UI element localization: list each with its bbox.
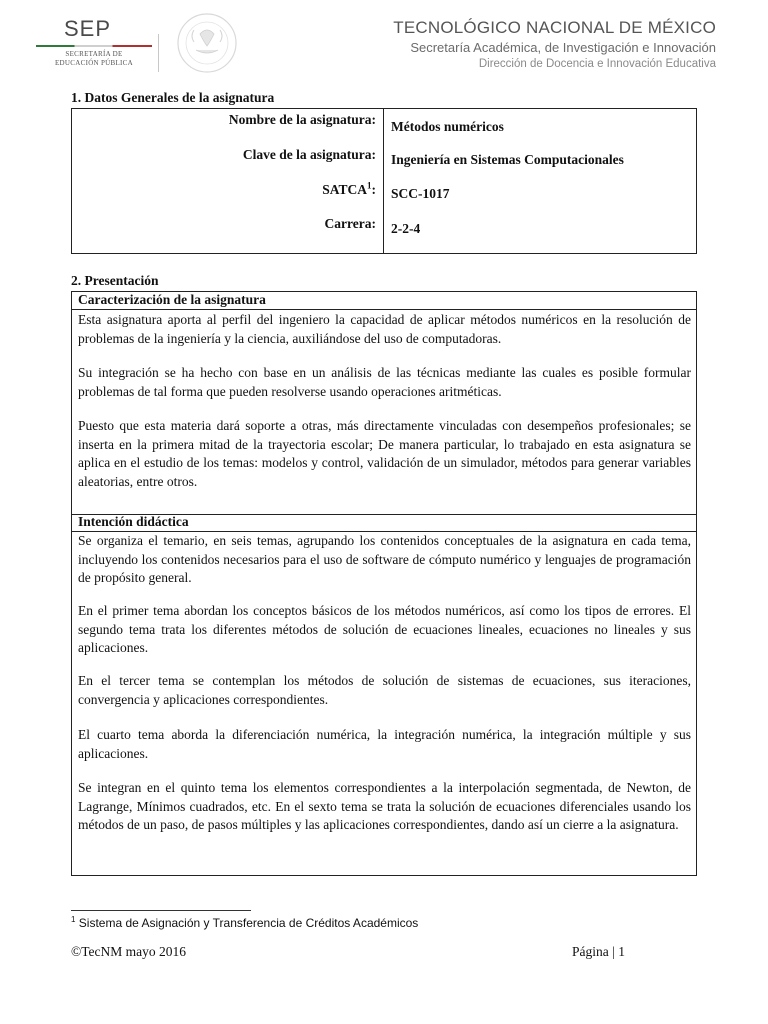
- footnote-text: Sistema de Asignación y Transferencia de Créditos Académicos: [75, 916, 419, 930]
- satca-colon: :: [371, 182, 376, 197]
- sep-sub-line1: SECRETARÍA DE: [65, 50, 123, 58]
- didactic-intention-heading: Intención didáctica: [78, 514, 189, 529]
- value-career: 2-2-4: [391, 221, 421, 236]
- row-divider: [72, 309, 696, 310]
- footer-copyright: ©TecNM mayo 2016: [71, 944, 187, 959]
- header-institution: [393, 18, 716, 71]
- header-divider: [158, 34, 159, 72]
- intention-paragraph: El cuarto tema aborda la diferenciación numérica, la integración numérica, la integración múltiple y sus aplicaciones.: [78, 727, 691, 761]
- satca-footnote-ref: 1: [367, 180, 372, 191]
- national-seal-icon: [170, 12, 244, 74]
- section1-title: 1. Datos Generales de la asignatura: [71, 90, 275, 105]
- section2-title: 2. Presentación: [71, 273, 159, 288]
- label-satca: [322, 182, 376, 198]
- intention-paragraph: Se organiza el temario, en seis temas, agrupando los contenidos conceptuales de la asignatura en cada tema, incluyendo los contenidos necesarios para el uso de software de cómputo numérico y lenguajes de programación de propósito general.: [78, 533, 691, 585]
- institution-name: TECNOLÓGICO NACIONAL DE MÉXICO: [393, 18, 716, 37]
- label-career: Carrera:: [324, 216, 376, 231]
- page-header: [0, 0, 768, 86]
- sep-logo: [34, 18, 154, 68]
- intention-paragraph: En el primer tema abordan los conceptos básicos de los métodos numéricos, así como los tipos de errores. El segundo tema trata los diferentes métodos de solución de ecuaciones lineales, ecuaciones no lineales y sus aplicaciones.: [78, 603, 691, 655]
- footer-page-number: Página | 1: [572, 944, 625, 959]
- footnote: [71, 916, 418, 930]
- sep-logo-subtitle: [34, 50, 154, 68]
- intention-paragraph: Se integran en el quinto tema los elementos correspondientes a la interpolación segmentada, de Newton, de Lagrange, Mínimos cuadrados, etc. En el sexto tema se trata la solución de ecuaciones diferenciales usando los métodos de un paso, de pasos múltiples y las aplicaciones correspondientes, dando así un cierre a la asignatura.: [78, 780, 691, 832]
- characterization-paragraph: Esta asignatura aporta al perfil del ingeniero la capacidad de aplicar métodos numéricos en la resolución de problemas de la ingeniería y la ciencia, auxiliándose del uso de computadoras.: [78, 312, 691, 346]
- label-course-name: Nombre de la asignatura:: [228, 112, 376, 127]
- label-course-key: Clave de la asignatura:: [242, 147, 376, 162]
- sep-logo-bar: [36, 45, 152, 47]
- secretariat-name: Secretaría Académica, de Investigación e Innovación: [410, 40, 716, 55]
- intention-paragraph: En el tercer tema se contemplan los métodos de solución de sistemas de ecuaciones, sus iteraciones, convergencia y aplicaciones correspondientes.: [78, 673, 691, 707]
- characterization-paragraph: Su integración se ha hecho con base en un análisis de las técnicas mediante las cuales es posible formular problemas de tal forma que pueden resolverse usando operaciones aritméticas.: [78, 365, 691, 399]
- sep-logo-text: SEP: [64, 16, 112, 41]
- footnote-marker: 1: [71, 915, 76, 924]
- presentation-table: [71, 291, 697, 876]
- characterization-heading: Caracterización de la asignatura: [78, 292, 266, 307]
- satca-text: SATCA: [322, 182, 367, 197]
- value-satca: SCC-1017: [391, 186, 450, 201]
- value-course-key: Ingeniería en Sistemas Computacionales: [391, 152, 624, 167]
- general-data-table: [71, 108, 697, 254]
- table-divider: [383, 109, 384, 253]
- sep-sub-line2: EDUCACIÓN PÚBLICA: [54, 59, 134, 67]
- characterization-paragraph: Puesto que esta materia dará soporte a otras, más directamente vinculadas con desempeños profesionales; se inserta en la primera mitad de la trayectoria escolar; De manera particular, lo trabajado en esta asignatura se aplica en el estudio de los temas: modelos y control, validación de un simulador, métodos para generar variables aleatorias, entre otros.: [78, 418, 691, 489]
- direction-name: Dirección de Docencia e Innovación Educativa: [478, 58, 716, 70]
- footnote-separator: [71, 910, 251, 911]
- value-course-name: Métodos numéricos: [391, 119, 504, 134]
